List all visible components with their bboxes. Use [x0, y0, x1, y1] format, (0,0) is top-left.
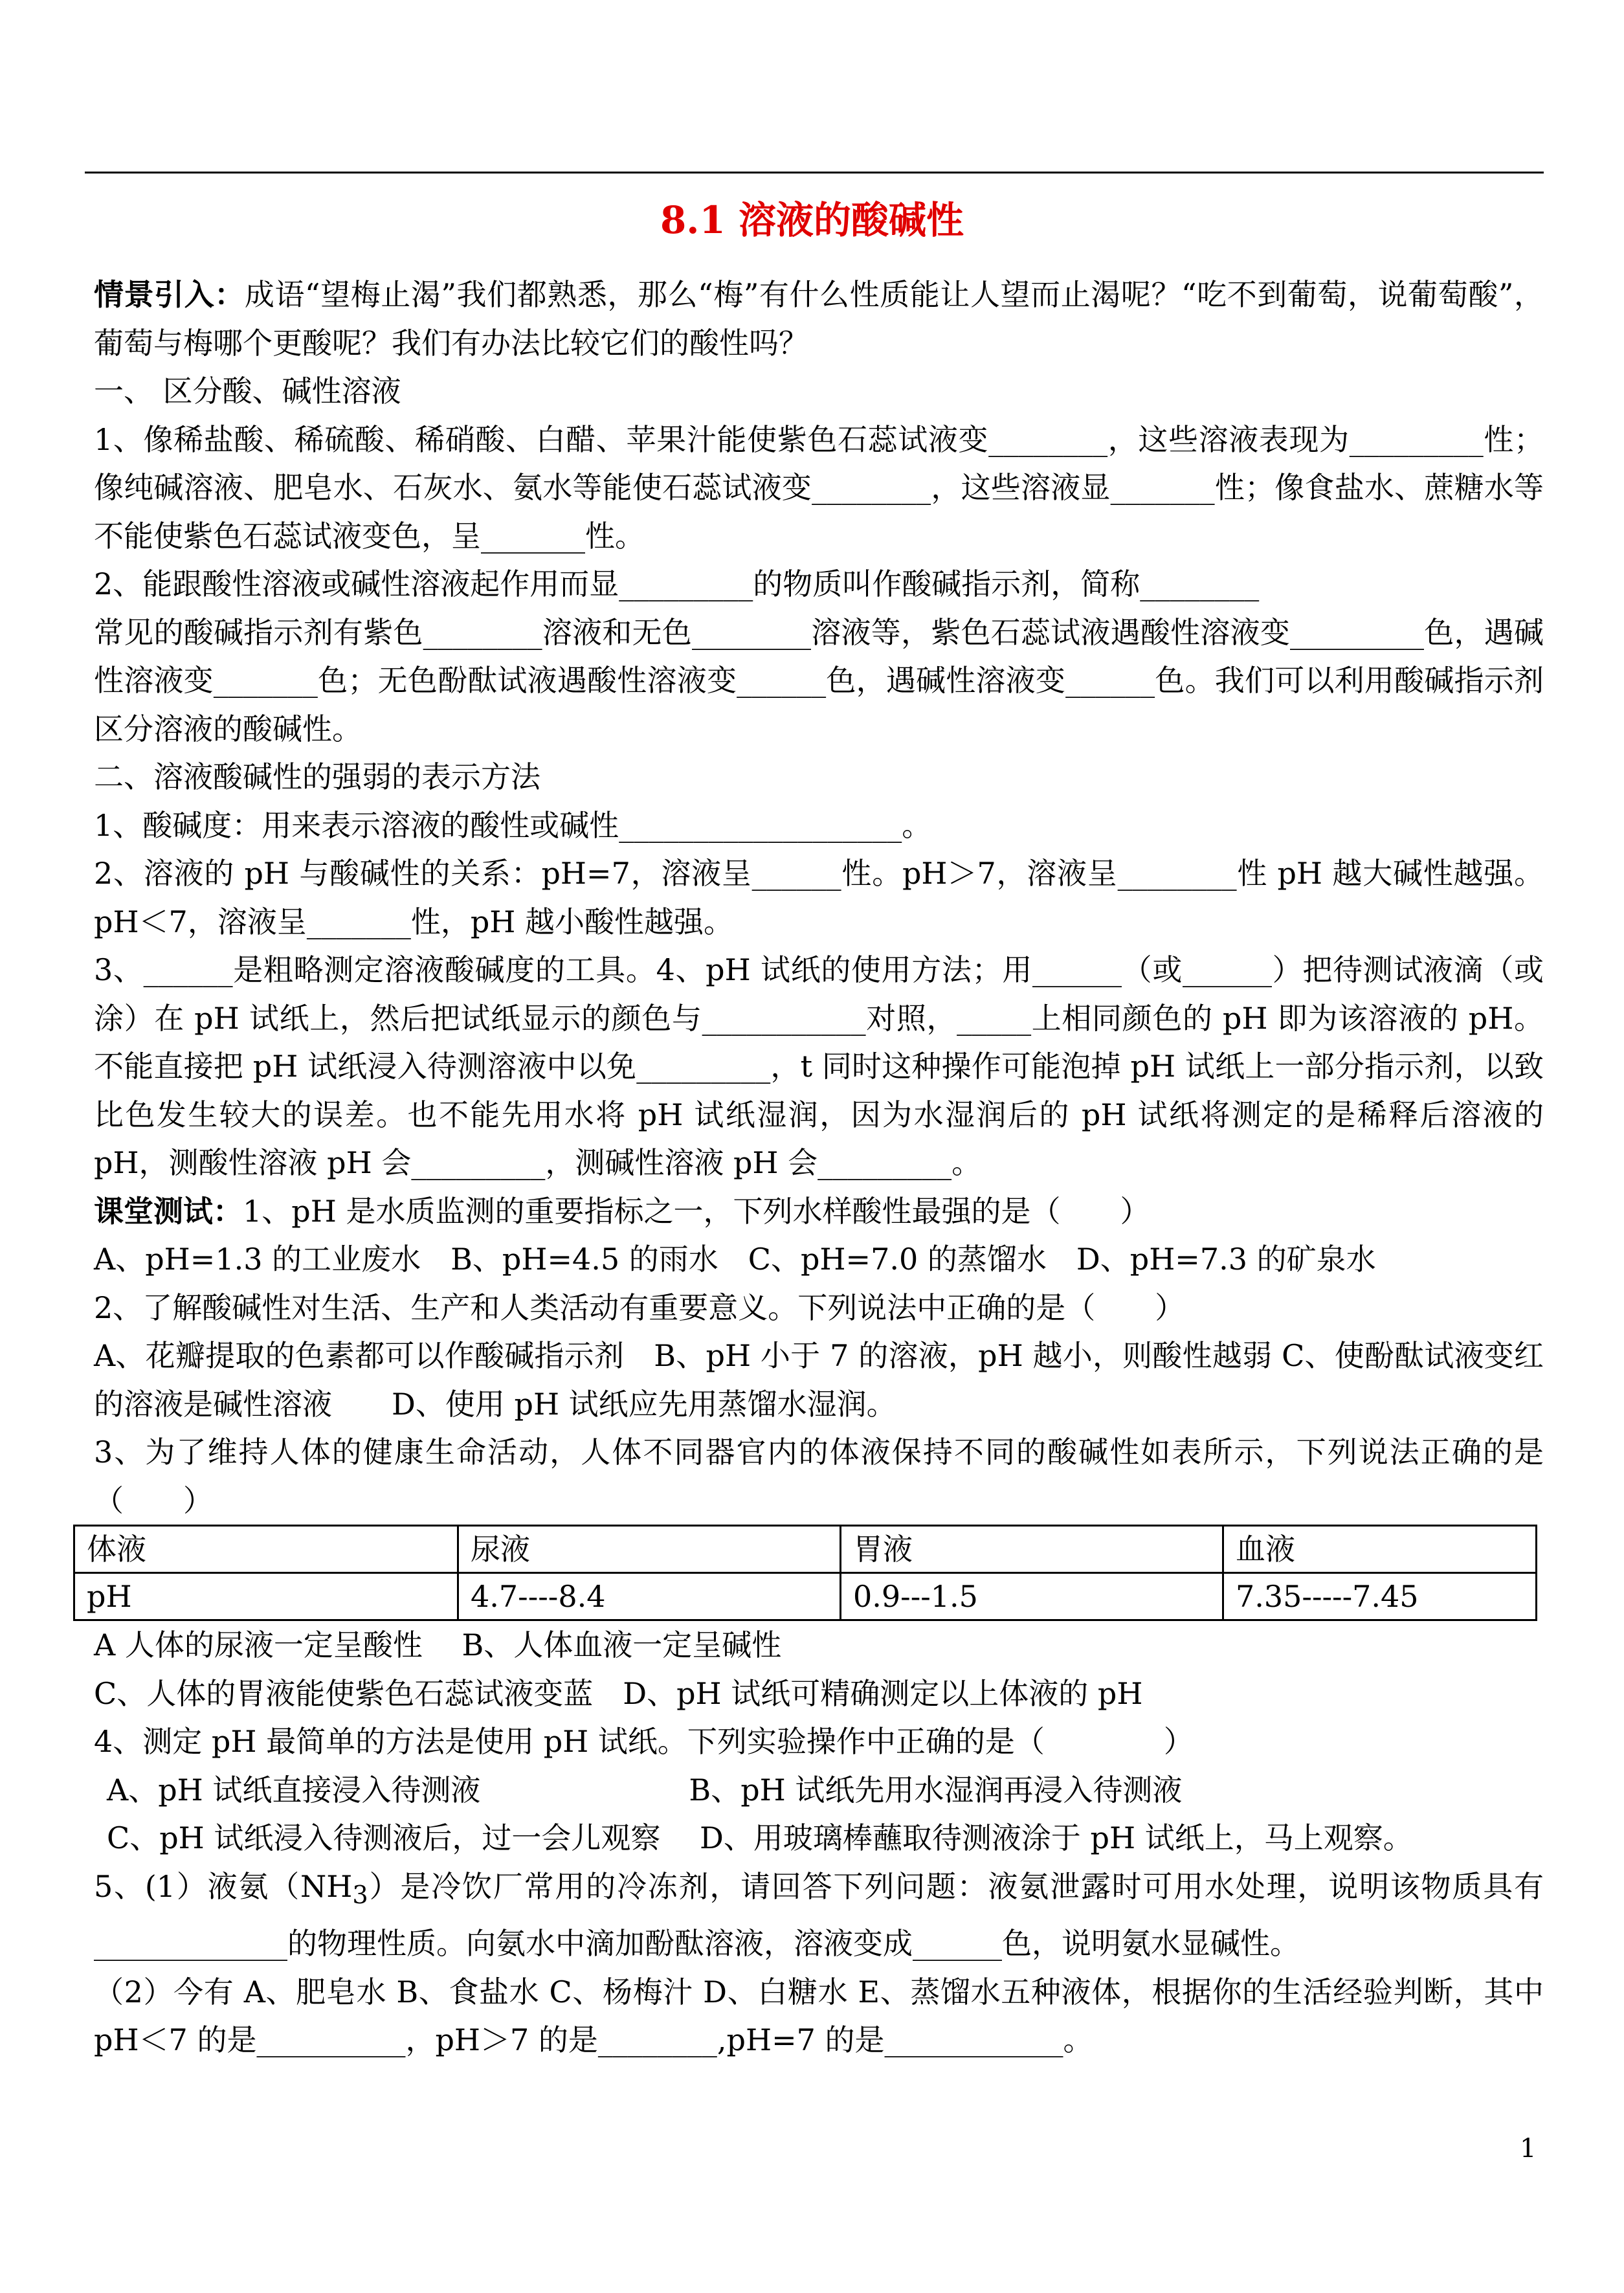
section2-paragraph-1: 1、酸碱度：用来表示溶液的酸性或碱性___________________。: [94, 807, 932, 843]
table-row: [74, 1573, 1537, 1620]
table-cell: 血液: [1223, 1526, 1537, 1573]
test-label: 课堂测试：: [94, 1193, 243, 1229]
table-cell: 胃液: [841, 1526, 1223, 1573]
question-4-options-cd: C、pH 试纸浸入待测液后，过一会儿观察 D、用玻璃棒蘸取待测液涂于 pH 试纸上，马上观察。: [107, 1820, 1413, 1855]
question-3-options-ab: A 人体的尿液一定呈酸性 B、人体血液一定呈碱性: [94, 1627, 782, 1662]
table-cell: 4.7----8.4: [458, 1573, 841, 1620]
question-1-text: 1、pH 是水质监测的重要指标之一，下列水样酸性最强的是（ ）: [243, 1193, 1150, 1229]
q5-subscript: 3: [352, 1880, 368, 1910]
document-body: [87, 271, 1544, 2064]
q5-text-pre: 5、(1）液氨（NH: [94, 1868, 353, 1904]
section2-paragraph-2: 2、溶液的 pH 与酸碱性的关系：pH=7，溶液呈______性。pH＞7，溶液呈________性 pH 越大碱性越强。pH＜7，溶液呈_______性，pH 越小酸性越强。: [94, 856, 1544, 939]
section2-paragraph-3: 3、______是粗略测定溶液酸碱度的工具。4、pH 试纸的使用方法；用______（或______）把待测试液滴（或涂）在 pH 试纸上，然后把试纸显示的颜色与___________对照，_____上相同颜色的 pH 即为该溶液的 pH。不能直接把 pH 试纸浸入待测溶液中以免_________，t 同时这种操作可能泡掉 pH 试纸上一部分指示剂，以致比色发生较大的误差。也不能先用水将 pH 试纸湿润，因为水湿润后的 pH 试纸将测定的是稀释后溶液的 pH，测酸性溶液 pH 会_________，测碱性溶液 pH 会_________。: [94, 952, 1544, 1180]
ph-table: [73, 1525, 1537, 1621]
question-4: 4、测定 pH 最简单的方法是使用 pH 试纸。下列实验操作中正确的是（ ）: [94, 1724, 1194, 1759]
page-title: 8.1 溶液的酸碱性: [660, 198, 964, 242]
section1-heading: 一、 区分酸、碱性溶液: [94, 374, 401, 408]
q5-text-post: ）是冷饮厂常用的冷冻剂，请回答下列问题：液氨泄露时可用水处理，说明该物质具有_____________的物理性质。向氨水中滴加酚酞溶液，溶液变成______色，说明氨水显碱性。: [94, 1868, 1544, 1962]
page-number: 1: [1520, 2134, 1537, 2164]
table-cell: 体液: [74, 1526, 458, 1573]
question-3: 3、为了维持人体的健康生命活动，人体不同器官内的体液保持不同的酸碱性如表所示，下列说法正确的是（ ）: [94, 1435, 1544, 1518]
question-2: 2、了解酸碱性对生活、生产和人类活动有重要意义。下列说法中正确的是（ ）: [94, 1290, 1185, 1325]
intro-label: 情景引入：: [94, 277, 245, 312]
section1-paragraph-3: 常见的酸碱指示剂有紫色________溶液和无色________溶液等，紫色石蕊试液遇酸性溶液变_________色，遇碱性溶液变_______色；无色酚酞试液遇酸性溶液变______色，遇碱性溶液变______色。我们可以利用酸碱指示剂区分溶液的酸碱性。: [94, 614, 1544, 746]
question-2-options: A、花瓣提取的色素都可以作酸碱指示剂 B、pH 小于 7 的溶液，pH 越小，则酸性越弱 C、使酚酞试液变红的溶液是碱性溶液 D、使用 pH 试纸应先用蒸馏水湿润。: [94, 1338, 1544, 1422]
question-5-part-2: （2）今有 A、肥皂水 B、食盐水 C、杨梅汁 D、白糖水 E、蒸馏水五种液体，根据你的生活经验判断，其中 pH＜7 的是__________，pH＞7 的是________,pH=7 的是____________。: [94, 1974, 1544, 2058]
table-cell: pH: [74, 1573, 458, 1620]
table-cell: 7.35-----7.45: [1223, 1573, 1537, 1620]
table-header-row: [74, 1526, 1537, 1573]
question-1: [94, 1187, 1544, 1236]
question-1-options: A、pH=1.3 的工业废水 B、pH=4.5 的雨水 C、pH=7.0 的蒸馏水 D、pH=7.3 的矿泉水: [94, 1242, 1376, 1277]
section1-paragraph-1: 1、像稀盐酸、稀硫酸、稀硝酸、白醋、苹果汁能使紫色石蕊试液变________，这些溶液表现为_________性；像纯碱溶液、肥皂水、石灰水、氨水等能使石蕊试液变________，这些溶液显_______性；像食盐水、蔗糖水等不能使紫色石蕊试液变色，呈_______性。: [94, 421, 1544, 554]
question-3-options-cd: C、人体的胃液能使紫色石蕊试液变蓝 D、pH 试纸可精确测定以上体液的 pH: [94, 1675, 1143, 1711]
section2-heading: 二、溶液酸碱性的强弱的表示方法: [94, 759, 540, 794]
question-4-options-ab: A、pH 试纸直接浸入待测液 B、pH 试纸先用水湿润再浸入待测液: [107, 1772, 1183, 1807]
question-5-part-1: [94, 1862, 1544, 1968]
intro-paragraph: [94, 271, 1544, 367]
intro-text: 成语“望梅止渴”我们都熟悉，那么“梅”有什么性质能让人望而止渴呢？“吃不到葡萄，说葡萄酸”，葡萄与梅哪个更酸呢？我们有办法比较它们的酸性吗？: [94, 277, 1544, 361]
header-rule: [85, 172, 1544, 173]
section1-paragraph-2: 2、能跟酸性溶液或碱性溶液起作用而显_________的物质叫作酸碱指示剂，简称________: [94, 566, 1260, 601]
table-cell: 尿液: [458, 1526, 841, 1573]
table-cell: 0.9---1.5: [841, 1573, 1223, 1620]
